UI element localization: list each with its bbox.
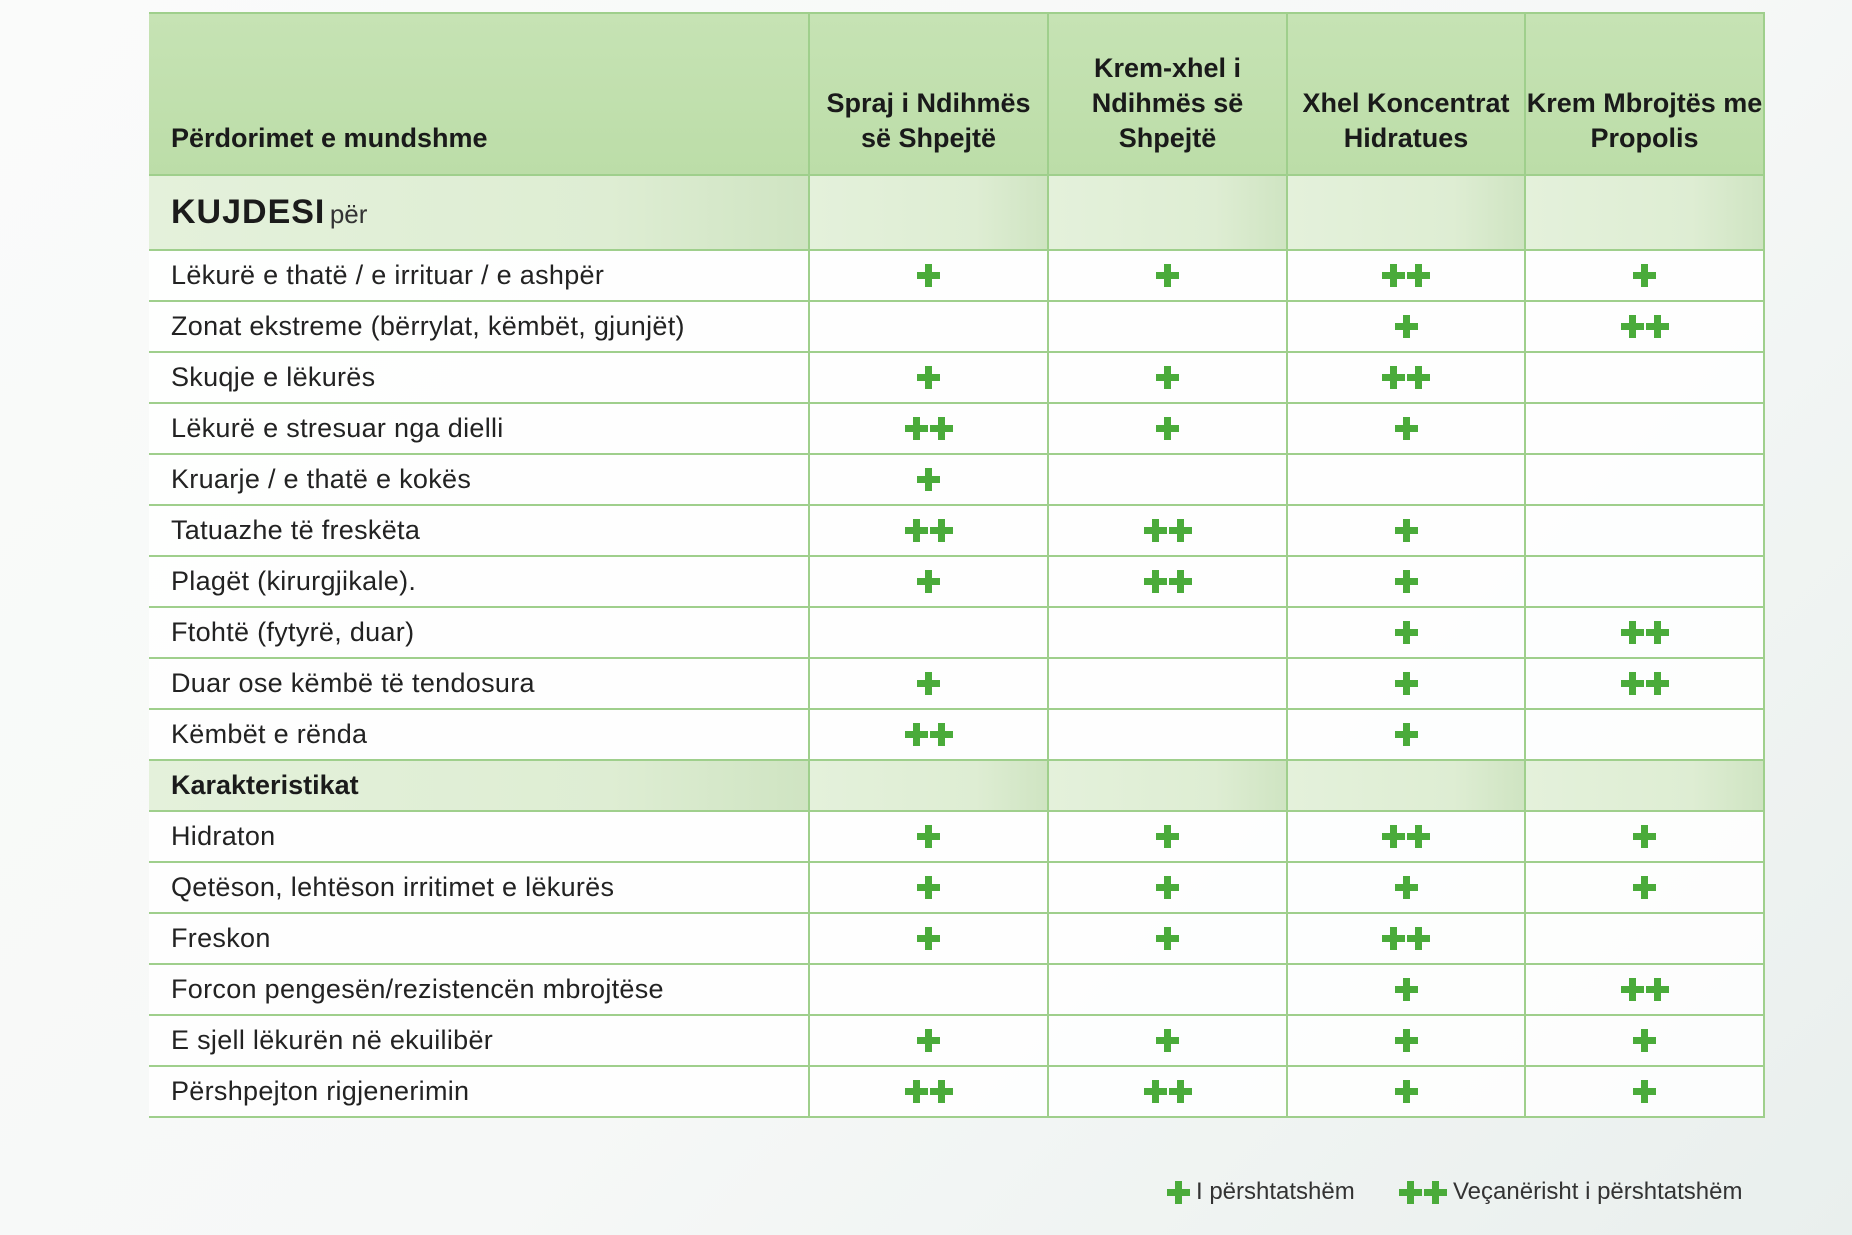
legend-single-label: I përshtatshëm bbox=[1196, 1178, 1355, 1205]
suitability-cell bbox=[1048, 1015, 1287, 1066]
suitability-cell bbox=[1287, 607, 1525, 658]
suitability-cell bbox=[1287, 913, 1525, 964]
section-care-suffix: për bbox=[329, 199, 368, 229]
plus-icon bbox=[1156, 825, 1179, 848]
table-row bbox=[149, 862, 1764, 913]
plus-icon bbox=[1633, 1080, 1656, 1103]
plus-icon bbox=[917, 468, 940, 491]
suitability-cell bbox=[809, 1066, 1048, 1117]
table-row bbox=[149, 1066, 1764, 1117]
suitability-cell bbox=[1525, 913, 1764, 964]
plus-icon bbox=[917, 366, 940, 389]
suitability-cell bbox=[809, 811, 1048, 862]
row-label: Hidraton bbox=[149, 811, 809, 862]
plus-icon bbox=[1169, 1080, 1192, 1103]
suitability-cell bbox=[1048, 454, 1287, 505]
suitability-cell bbox=[1525, 301, 1764, 352]
suitability-cell bbox=[809, 556, 1048, 607]
section-characteristics-title: Karakteristikat bbox=[171, 770, 359, 800]
plus-icon bbox=[1621, 621, 1644, 644]
suitability-cell bbox=[809, 352, 1048, 403]
row-label: Përshpejton rigjenerimin bbox=[149, 1066, 809, 1117]
plus-icon bbox=[1395, 315, 1418, 338]
suitability-cell bbox=[1048, 709, 1287, 760]
suitability-cell bbox=[1048, 658, 1287, 709]
plus-icon bbox=[1395, 1080, 1418, 1103]
row-label: E sjell lëkurën në ekuilibër bbox=[149, 1015, 809, 1066]
plus-icon bbox=[1395, 978, 1418, 1001]
plus-icon bbox=[1621, 672, 1644, 695]
suitability-cell bbox=[1048, 964, 1287, 1015]
plus-icon bbox=[1395, 621, 1418, 644]
suitability-cell bbox=[1287, 862, 1525, 913]
suitability-cell bbox=[809, 250, 1048, 301]
plus-icon bbox=[1407, 825, 1430, 848]
table-row bbox=[149, 913, 1764, 964]
row-label: Këmbët e rënda bbox=[149, 709, 809, 760]
plus-icon bbox=[1169, 570, 1192, 593]
table-row bbox=[149, 658, 1764, 709]
suitability-cell bbox=[1048, 913, 1287, 964]
row-label: Plagët (kirurgjikale). bbox=[149, 556, 809, 607]
suitability-cell bbox=[1287, 454, 1525, 505]
plus-icon bbox=[1646, 672, 1669, 695]
plus-icon bbox=[905, 417, 928, 440]
suitability-cell bbox=[1525, 556, 1764, 607]
suitability-cell bbox=[809, 454, 1048, 505]
suitability-cell bbox=[1525, 403, 1764, 454]
suitability-cell bbox=[1048, 556, 1287, 607]
plus-icon bbox=[1169, 519, 1192, 542]
legend-single bbox=[1166, 1178, 1355, 1206]
section-care-row bbox=[149, 175, 1764, 250]
suitability-cell bbox=[809, 658, 1048, 709]
suitability-cell bbox=[1048, 250, 1287, 301]
plus-icon bbox=[917, 825, 940, 848]
table-row bbox=[149, 454, 1764, 505]
plus-icon bbox=[1395, 570, 1418, 593]
plus-icon bbox=[1144, 519, 1167, 542]
suitability-cell bbox=[1287, 403, 1525, 454]
suitability-cell bbox=[1287, 1066, 1525, 1117]
suitability-cell bbox=[1287, 505, 1525, 556]
plus-icon bbox=[1395, 723, 1418, 746]
table-row bbox=[149, 964, 1764, 1015]
suitability-cell bbox=[1287, 301, 1525, 352]
suitability-cell bbox=[1048, 505, 1287, 556]
table-body bbox=[149, 175, 1764, 1117]
suitability-cell bbox=[809, 964, 1048, 1015]
plus-icon bbox=[905, 519, 928, 542]
suitability-cell bbox=[1287, 811, 1525, 862]
section-care-title: KUJDESI bbox=[171, 193, 326, 231]
suitability-cell bbox=[1525, 811, 1764, 862]
suitability-cell bbox=[1525, 658, 1764, 709]
plus-icon bbox=[1395, 876, 1418, 899]
suitability-cell bbox=[1287, 1015, 1525, 1066]
plus-icon bbox=[1395, 417, 1418, 440]
product-usage-table bbox=[149, 12, 1765, 1118]
suitability-cell bbox=[1525, 709, 1764, 760]
suitability-cell bbox=[809, 505, 1048, 556]
suitability-cell bbox=[1048, 862, 1287, 913]
suitability-cell bbox=[809, 1015, 1048, 1066]
plus-icon bbox=[1382, 825, 1405, 848]
suitability-cell bbox=[809, 709, 1048, 760]
suitability-cell bbox=[1525, 454, 1764, 505]
header-first-aid-spray: Spraj i Ndihmës së Shpejtë bbox=[809, 13, 1048, 175]
section-characteristics-row bbox=[149, 760, 1764, 811]
plus-icon bbox=[1621, 315, 1644, 338]
plus-icon bbox=[930, 519, 953, 542]
suitability-cell bbox=[1525, 505, 1764, 556]
plus-icon bbox=[1395, 519, 1418, 542]
row-label: Lëkurë e stresuar nga dielli bbox=[149, 403, 809, 454]
suitability-cell bbox=[1287, 964, 1525, 1015]
row-label: Zonat ekstreme (bërrylat, këmbët, gjunjët) bbox=[149, 301, 809, 352]
plus-icon bbox=[1407, 264, 1430, 287]
suitability-cell bbox=[1525, 352, 1764, 403]
plus-icon bbox=[1633, 876, 1656, 899]
header-possible-uses: Përdorimet e mundshme bbox=[149, 13, 809, 175]
table-row bbox=[149, 250, 1764, 301]
row-label: Forcon pengesën/rezistencën mbrojtëse bbox=[149, 964, 809, 1015]
plus-icon bbox=[1167, 1181, 1190, 1204]
plus-icon bbox=[1621, 978, 1644, 1001]
plus-icon bbox=[905, 1080, 928, 1103]
table-row bbox=[149, 505, 1764, 556]
plus-icon bbox=[1395, 1029, 1418, 1052]
suitability-cell bbox=[1048, 811, 1287, 862]
suitability-cell bbox=[1048, 301, 1287, 352]
plus-icon bbox=[1382, 366, 1405, 389]
plus-icon bbox=[917, 264, 940, 287]
plus-icon bbox=[930, 417, 953, 440]
table-row bbox=[149, 403, 1764, 454]
row-label: Qetëson, lehtëson irritimet e lëkurës bbox=[149, 862, 809, 913]
row-label: Duar ose këmbë të tendosura bbox=[149, 658, 809, 709]
plus-icon bbox=[1156, 366, 1179, 389]
table-row bbox=[149, 709, 1764, 760]
suitability-cell bbox=[809, 913, 1048, 964]
table-row bbox=[149, 352, 1764, 403]
suitability-cell bbox=[1048, 403, 1287, 454]
suitability-cell bbox=[809, 607, 1048, 658]
plus-icon bbox=[917, 876, 940, 899]
header-propolis-cream: Krem Mbrojtës me Propolis bbox=[1525, 13, 1764, 175]
plus-icon bbox=[1646, 621, 1669, 644]
suitability-cell bbox=[1525, 250, 1764, 301]
suitability-cell bbox=[1287, 352, 1525, 403]
plus-icon bbox=[1399, 1181, 1422, 1204]
plus-icon bbox=[1633, 1029, 1656, 1052]
row-label: Tatuazhe të freskëta bbox=[149, 505, 809, 556]
section-characteristics-label bbox=[149, 760, 809, 811]
section-care-label bbox=[149, 175, 809, 250]
suitability-cell bbox=[1287, 709, 1525, 760]
plus-icon bbox=[1382, 264, 1405, 287]
plus-icon bbox=[905, 723, 928, 746]
table-row bbox=[149, 556, 1764, 607]
plus-icon bbox=[1382, 927, 1405, 950]
plus-icon bbox=[917, 672, 940, 695]
plus-icon bbox=[1633, 264, 1656, 287]
plus-icon bbox=[1407, 366, 1430, 389]
plus-icon bbox=[917, 570, 940, 593]
table-header-row bbox=[149, 13, 1764, 175]
row-label: Kruarje / e thatë e kokës bbox=[149, 454, 809, 505]
suitability-cell bbox=[1048, 352, 1287, 403]
plus-icon bbox=[1156, 1029, 1179, 1052]
plus-icon bbox=[917, 1029, 940, 1052]
plus-icon bbox=[1407, 927, 1430, 950]
row-label: Skuqje e lëkurës bbox=[149, 352, 809, 403]
header-first-aid-cream-gel: Krem-xhel i Ndihmës së Shpejtë bbox=[1048, 13, 1287, 175]
suitability-cell bbox=[1287, 556, 1525, 607]
plus-icon bbox=[1156, 927, 1179, 950]
plus-icon bbox=[1156, 264, 1179, 287]
plus-icon bbox=[1646, 978, 1669, 1001]
legend-double-label: Veçanërisht i përshtatshëm bbox=[1453, 1178, 1743, 1205]
suitability-cell bbox=[1525, 862, 1764, 913]
plus-icon bbox=[1646, 315, 1669, 338]
row-label: Ftohtë (fytyrë, duar) bbox=[149, 607, 809, 658]
suitability-cell bbox=[809, 403, 1048, 454]
suitability-cell bbox=[1048, 607, 1287, 658]
suitability-cell bbox=[809, 862, 1048, 913]
suitability-cell bbox=[1048, 1066, 1287, 1117]
table-row bbox=[149, 607, 1764, 658]
plus-icon bbox=[917, 927, 940, 950]
plus-icon bbox=[1633, 825, 1656, 848]
suitability-cell bbox=[1287, 658, 1525, 709]
table-row bbox=[149, 301, 1764, 352]
plus-icon bbox=[1156, 876, 1179, 899]
plus-icon bbox=[1395, 672, 1418, 695]
plus-icon bbox=[1424, 1181, 1447, 1204]
table-row bbox=[149, 811, 1764, 862]
plus-icon bbox=[1144, 570, 1167, 593]
table-row bbox=[149, 1015, 1764, 1066]
plus-icon bbox=[1156, 417, 1179, 440]
suitability-cell bbox=[1525, 1066, 1764, 1117]
suitability-cell bbox=[1525, 1015, 1764, 1066]
header-hydrating-gel: Xhel Koncentrat Hidratues bbox=[1287, 13, 1525, 175]
plus-icon bbox=[1144, 1080, 1167, 1103]
row-label: Freskon bbox=[149, 913, 809, 964]
row-label: Lëkurë e thatë / e irrituar / e ashpër bbox=[149, 250, 809, 301]
plus-icon bbox=[930, 723, 953, 746]
suitability-cell bbox=[1287, 250, 1525, 301]
suitability-cell bbox=[1525, 964, 1764, 1015]
legend-double bbox=[1398, 1178, 1743, 1206]
suitability-cell bbox=[809, 301, 1048, 352]
plus-icon bbox=[930, 1080, 953, 1103]
suitability-cell bbox=[1525, 607, 1764, 658]
